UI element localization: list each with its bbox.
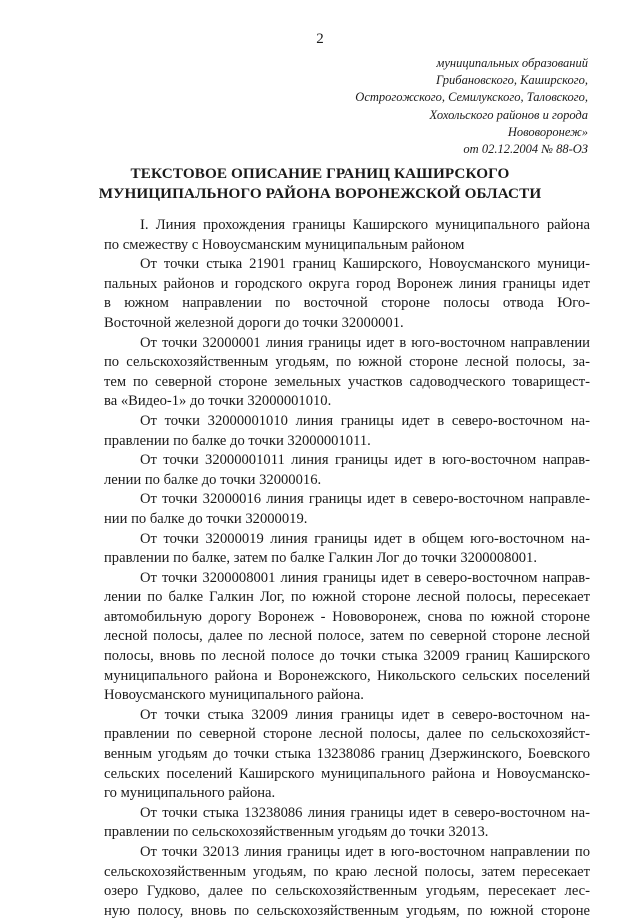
law-reference-header bbox=[288, 55, 588, 158]
text-line: Новоусманского муниципального района. bbox=[104, 687, 364, 704]
text-line: правлении по сельскохозяйственным угодьям до точки 32013. bbox=[104, 824, 489, 841]
header-line: Острогожского, Семилукского, Таловского, bbox=[355, 90, 588, 105]
paragraph bbox=[104, 706, 590, 804]
text-line: правлении по балке, затем по балке Галкин Лог до точки 3200008001. bbox=[104, 550, 537, 567]
text-line: От точки 32000016 линия границы идет в северо-восточном направле- bbox=[140, 491, 590, 508]
paragraph bbox=[104, 412, 590, 451]
text-line: От точки 32000001 линия границы идет в юго-восточном направлении bbox=[140, 334, 590, 351]
text-line: лении по балке до точки 32000016. bbox=[104, 471, 322, 488]
text-line: по смежеству с Новоусманским муниципальным районом bbox=[104, 236, 465, 253]
text-line: пальных районов и городского округа город Воронеж линия границы идет bbox=[104, 275, 590, 292]
text-line: От точки 32000001011 линия границы идет в юго-восточном направ- bbox=[140, 452, 590, 469]
text-line: От точки стыка 21901 границ Каширского, Новоусманского муници- bbox=[140, 256, 590, 273]
paragraph bbox=[104, 530, 590, 569]
header-line: от 02.12.2004 № 88-ОЗ bbox=[463, 142, 588, 157]
paragraph bbox=[104, 451, 590, 490]
text-line: полосы, вновь по лесной полосе до точки стыка 32009 границ Каширского bbox=[104, 648, 590, 665]
document-title bbox=[0, 164, 640, 204]
paragraph bbox=[104, 216, 590, 255]
text-line: муниципального района и Воронежского, Никольского сельских поселений bbox=[104, 667, 590, 684]
page-number: 2 bbox=[316, 31, 324, 47]
header-line: Грибановского, Каширского, bbox=[436, 73, 588, 88]
text-line: I. Линия прохождения границы Каширского муниципального района bbox=[140, 217, 590, 233]
text-line: по сельскохозяйственным угодьям, по южной стороне лесной полосы, за- bbox=[104, 354, 590, 371]
header-line: Нововоронеж» bbox=[507, 124, 588, 139]
text-line: сельских поселений Каширского муниципального района и Новоусманско- bbox=[104, 765, 590, 782]
text-line: ва «Видео-1» до точки 32000001010. bbox=[104, 393, 332, 410]
paragraph bbox=[104, 490, 590, 529]
text-line: правлении по северной стороне лесной полосы, далее по сельскохозяйст- bbox=[104, 726, 590, 743]
text-line: От точки 32000001010 линия границы идет в северо-восточном на- bbox=[140, 412, 590, 429]
paragraph bbox=[104, 804, 590, 843]
text-line: венным угодьям до точки стыка 13238086 границ Дзержинского, Боевского bbox=[104, 746, 590, 763]
text-line: го муниципального района. bbox=[104, 785, 276, 802]
text-line: От точки 3200008001 линия границы идет в северо-восточном направ- bbox=[140, 569, 590, 586]
header-line: Хохольского районов и города bbox=[429, 107, 588, 122]
title-line: ТЕКСТОВОЕ ОПИСАНИЕ ГРАНИЦ КАШИРСКОГО bbox=[130, 165, 510, 182]
paragraph bbox=[104, 843, 590, 921]
document-body bbox=[104, 216, 590, 921]
text-line: правлении по балке до точки 32000001011. bbox=[104, 432, 371, 449]
text-line: ную полосу, вновь по сельскохозяйственным угодьям, по южной стороне bbox=[104, 902, 590, 919]
text-line: От точки стыка 13238086 линия границы идет в северо-восточном на- bbox=[140, 804, 590, 821]
paragraph bbox=[104, 255, 590, 333]
text-line: От точки стыка 32009 линия границы идет в северо-восточном на- bbox=[140, 706, 590, 723]
paragraph bbox=[104, 334, 590, 412]
title-line: МУНИЦИПАЛЬНОГО РАЙОНА ВОРОНЕЖСКОЙ ОБЛАСТИ bbox=[98, 185, 542, 202]
text-line: сельскохозяйственным угодьям, по краю лесной полосы, затем пересекает bbox=[104, 863, 590, 880]
text-line: От точки 32013 линия границы идет в юго-восточном направлении по bbox=[140, 844, 590, 860]
text-line: автомобильную дорогу Воронеж - Нововоронеж, снова по южной стороне bbox=[104, 608, 590, 625]
text-line: Восточной железной дороги до точки 32000001. bbox=[104, 314, 404, 331]
text-line: озеро Гудково, далее по сельскохозяйственным угодьям, пересекает лес- bbox=[104, 883, 590, 900]
text-line: лесной полосы, далее по лесной полосе, затем по северной стороне лесной bbox=[104, 628, 590, 645]
text-line: лении по балке Галкин Лог, по южной стороне лесной полосы, пересекает bbox=[104, 589, 590, 606]
text-line: в южном направлении по восточной стороне полосы отвода Юго- bbox=[104, 295, 590, 312]
paragraph bbox=[104, 569, 590, 706]
text-line: нии по балке до точки 32000019. bbox=[104, 510, 308, 527]
text-line: От точки 32000019 линия границы идет в общем юго-восточном на- bbox=[140, 530, 590, 547]
text-line: тем по северной стороне земельных участков садоводческого товарищест- bbox=[104, 373, 590, 390]
header-line: муниципальных образований bbox=[436, 56, 588, 70]
